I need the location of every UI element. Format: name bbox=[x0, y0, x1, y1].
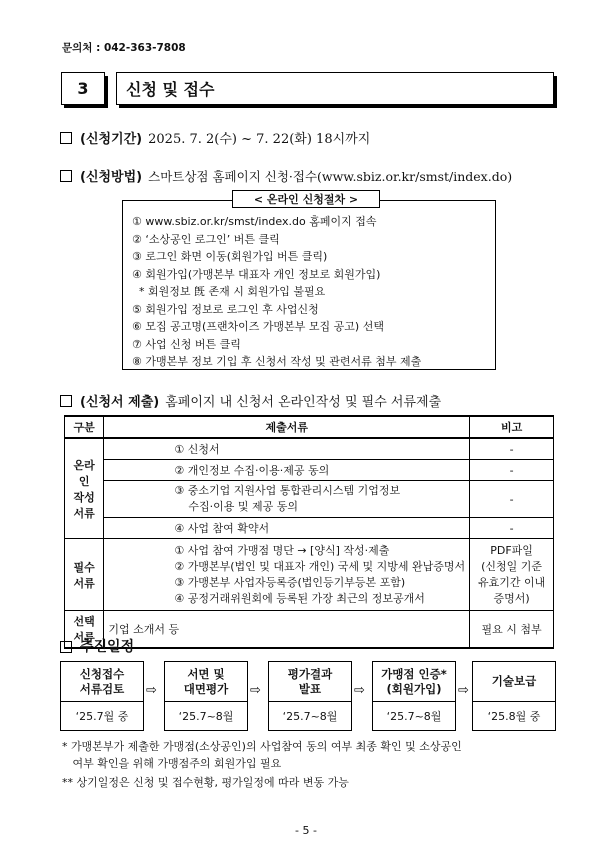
step-item: ⑥ 모집 공고명(프랜차이즈 가맹본부 모집 공고) 선택 bbox=[132, 320, 384, 333]
table-row bbox=[65, 539, 554, 611]
step-item: ① www.sbiz.or.kr/smst/index.do 홈페이지 접속 bbox=[132, 215, 377, 228]
step-item: ⑦ 사업 신청 버튼 클릭 bbox=[132, 337, 241, 351]
table-row bbox=[65, 518, 554, 539]
stage-date: ‘25.7~8월 bbox=[386, 710, 442, 723]
online-doc: ② 개인정보 수집·이용·제공 동의 bbox=[104, 460, 470, 481]
footnote: ** 상기일정은 신청 및 접수현황, 평가일정에 따라 변동 가능 bbox=[62, 776, 349, 789]
header-note: 비고 bbox=[470, 416, 554, 438]
footnote: * 가맹본부가 제출한 가맹점(소상공인)의 사업참여 동의 여부 최종 확인 및 소상공인 여부 확인을 위해 가맹점주의 회원가입 필요 bbox=[62, 740, 462, 770]
table-row bbox=[65, 481, 554, 518]
online-note: - bbox=[470, 460, 554, 481]
required-category: 필수서류 bbox=[65, 539, 104, 611]
stage-date: ‘25.7~8월 bbox=[282, 710, 338, 723]
page-number: - 5 - bbox=[295, 824, 317, 837]
schedule-stage bbox=[164, 661, 248, 731]
section-title-shadow bbox=[554, 76, 557, 107]
stage-date: ‘25.8월 중 bbox=[487, 710, 541, 723]
schedule-title: 추진일정 bbox=[80, 639, 135, 655]
step-item: ⑤ 회원가입 정보로 로그인 후 사업신청 bbox=[132, 302, 319, 316]
section-number-shadow-bottom bbox=[64, 105, 108, 108]
step-item: ③ 로그인 화면 이동(회원가입 버튼 클릭) bbox=[132, 250, 328, 263]
schedule-stage bbox=[268, 661, 352, 731]
online-doc: ④ 사업 참여 확약서 bbox=[104, 518, 470, 539]
schedule-heading bbox=[60, 636, 134, 656]
arrow-right-icon: ⇨ bbox=[250, 683, 261, 698]
required-note: PDF파일 (신청일 기준 유효기간 이내 증명서) bbox=[470, 539, 554, 611]
table-row bbox=[65, 611, 554, 649]
section-number: 3 bbox=[61, 72, 105, 105]
stage-date: ‘25.7~8월 bbox=[178, 710, 234, 723]
submission-documents-table bbox=[64, 415, 554, 649]
schedule-stage bbox=[472, 661, 556, 731]
table-row bbox=[65, 438, 554, 460]
section-title-shadow-bottom bbox=[119, 105, 557, 108]
online-doc: ① 신청서 bbox=[104, 438, 470, 460]
step-item: ② ‘소상공인 로그인’ 버튼 클릭 bbox=[132, 232, 280, 246]
header-documents: 제출서류 bbox=[104, 416, 470, 438]
required-docs: ① 사업 참여 가맹점 명단 → [양식] 작성·제출 ② 가맹본부(법인 및 대표자 개인) 국세 및 지방세 완납증명서 ③ 가맹본부 사업자등록증(법인등기부등본 포함) ④ 공정거래위원회에 등록된 가장 최근의 정보공개서 bbox=[104, 539, 470, 611]
period-label: (신청기간) bbox=[80, 132, 143, 147]
step-note: * 회원정보 旣 존재 시 회원가입 불필요 bbox=[132, 285, 326, 298]
online-steps-list bbox=[132, 213, 421, 371]
optional-category: 선택서류 bbox=[65, 611, 104, 649]
step-item: ④ 회원가입(가맹본부 대표자 개인 정보로 회원가입) bbox=[132, 267, 381, 281]
optional-doc: 기업 소개서 등 bbox=[104, 611, 470, 649]
stage-name: 서면 및 대면평가 bbox=[165, 662, 247, 702]
schedule-stage bbox=[60, 661, 144, 731]
arrow-right-icon: ⇨ bbox=[146, 683, 157, 698]
online-note: - bbox=[470, 438, 554, 460]
checkbox-square-icon bbox=[60, 170, 72, 182]
online-doc: ③ 중소기업 지원사업 통합관리시스템 기업정보 수집·이용 및 제공 동의 bbox=[104, 481, 470, 518]
application-period bbox=[60, 128, 370, 147]
method-label: (신청방법) bbox=[80, 170, 143, 185]
table-row bbox=[65, 460, 554, 481]
checkbox-square-icon bbox=[60, 132, 72, 144]
optional-note: 필요 시 첨부 bbox=[470, 611, 554, 649]
schedule-stage bbox=[372, 661, 456, 731]
online-steps-title: < 온라인 신청절차 > bbox=[232, 190, 380, 208]
stage-name: 가맹점 인증* (회원가입) bbox=[373, 662, 455, 702]
method-text: 스마트상점 홈페이지 신청·접수(www.sbiz.or.kr/smst/index.do) bbox=[148, 169, 513, 184]
step-item: ⑧ 가맹본부 정보 기입 후 신청서 작성 및 관련서류 첨부 제출 bbox=[132, 355, 422, 368]
stage-date: ‘25.7월 중 bbox=[75, 710, 129, 723]
period-text: 2025. 7. 2(수) ~ 7. 22(화) 18시까지 bbox=[148, 132, 371, 147]
application-method bbox=[60, 166, 512, 185]
stage-name: 신청접수 서류검토 bbox=[61, 662, 143, 702]
checkbox-square-icon bbox=[60, 641, 72, 653]
section-title: 신청 및 접수 bbox=[116, 72, 554, 105]
application-submission bbox=[60, 391, 441, 410]
section-number-shadow bbox=[105, 76, 108, 107]
arrow-right-icon: ⇨ bbox=[354, 683, 365, 698]
checkbox-square-icon bbox=[60, 395, 72, 407]
stage-name: 기술보급 bbox=[473, 662, 555, 702]
online-note: - bbox=[470, 518, 554, 539]
stage-name: 평가결과 발표 bbox=[269, 662, 351, 702]
header-category: 구분 bbox=[65, 416, 104, 438]
arrow-right-icon: ⇨ bbox=[458, 683, 469, 698]
contact-info: 문의처 : 042-363-7808 bbox=[62, 42, 186, 54]
submission-label: (신청서 제출) bbox=[80, 395, 160, 410]
online-category: 온라인 작성서류 bbox=[65, 438, 104, 539]
submission-text: 홈페이지 내 신청서 온라인작성 및 필수 서류제출 bbox=[165, 395, 442, 410]
online-note: - bbox=[470, 481, 554, 518]
table-header-row bbox=[65, 416, 554, 438]
